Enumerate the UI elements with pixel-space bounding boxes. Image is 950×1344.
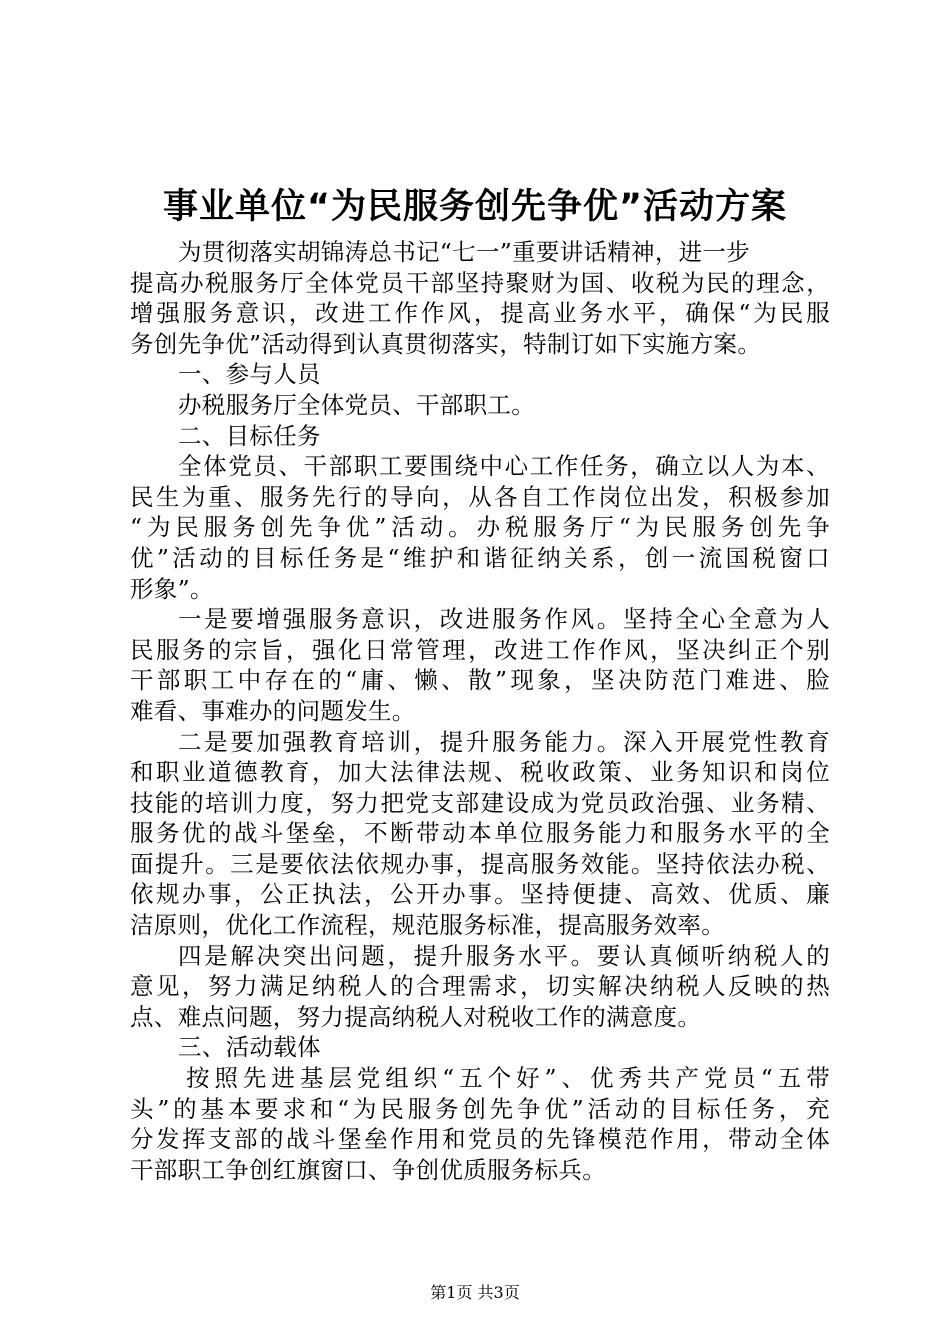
paragraph-line: 全体党员、干部职工要围绕中心工作任务，确立以人为本、 [178, 452, 830, 481]
section-heading: 三、活动载体 [178, 1033, 321, 1062]
paragraph-line: “为民服务创先争优”活动。办税服务厅“为民服务创先争 [130, 513, 830, 542]
paragraph-line: 分发挥支部的战斗堡垒作用和党员的先锋模范作用，带动全体 [130, 1125, 830, 1154]
paragraph-line: 为贯彻落实胡锦涛总书记“七一”重要讲话精神，进一步 [178, 238, 751, 266]
paragraph-line: 服务优的战斗堡垒，不断带动本单位服务能力和服务水平的全 [130, 819, 830, 848]
paragraph-line: 优”活动的目标任务是“维护和谐征纳关系，创一流国税窗口 [130, 543, 830, 572]
paragraph-line: 提高办税服务厅全体党员干部坚持聚财为国、收税为民的理念， [130, 268, 830, 297]
paragraph-line: 干部职工中存在的“庸、懒、散”现象，坚决防范门难进、脸 [130, 666, 830, 695]
paragraph-line: 干部职工争创红旗窗口、争创优质服务标兵。 [130, 1155, 606, 1184]
paragraph-line: 依规办事，公正执法，公开办事。坚持便捷、高效、优质、廉 [130, 880, 830, 909]
paragraph-line: 头”的基本要求和“为民服务创先争优”活动的目标任务，充 [130, 1094, 830, 1123]
paragraph-line: 和职业道德教育，加大法律法规、税收政策、业务知识和岗位 [130, 758, 830, 787]
paragraph-line: 面提升。三是要依法依规办事，提高服务效能。坚持依法办税、 [130, 849, 830, 878]
paragraph-line: 增强服务意识，改进工作作风，提高业务水平，确保“为民服 [130, 299, 830, 328]
paragraph-line: 形象”。 [130, 574, 214, 603]
paragraph-line: 洁原则，优化工作流程，规范服务标准，提高服务效率。 [130, 911, 725, 940]
paragraph-line: 按照先进基层党组织“五个好”、优秀共产党员“五带 [186, 1064, 830, 1093]
paragraph-line: 一是要增强服务意识，改进服务作风。坚持全心全意为人 [178, 605, 830, 634]
paragraph-line: 民生为重、服务先行的导向，从各自工作岗位出发，积极参加 [130, 482, 830, 511]
paragraph-line: 难看、事难办的问题发生。 [130, 696, 416, 725]
document-title: 事业单位“为民服务创先争优”活动方案 [162, 187, 787, 227]
paragraph-line: 四是解决突出问题，提升服务水平。要认真倾听纳税人的 [178, 941, 830, 970]
paragraph-line: 技能的培训力度，努力把党支部建设成为党员政治强、业务精、 [130, 788, 830, 817]
section-heading: 二、目标任务 [178, 421, 321, 450]
paragraph-line: 务创先争优”活动得到认真贯彻落实，特制订如下实施方案。 [130, 329, 762, 358]
paragraph-line: 办税服务厅全体党员、干部职工。 [178, 390, 535, 419]
paragraph-line: 点、难点问题，努力提高纳税人对税收工作的满意度。 [130, 1002, 702, 1031]
section-heading: 一、参与人员 [178, 360, 321, 389]
page-number-footer: 第1页 共3页 [430, 1283, 520, 1302]
document-body [130, 237, 830, 1185]
paragraph-line: 民服务的宗旨，强化日常管理，改进工作作风，坚决纠正个别 [130, 635, 830, 664]
paragraph-line: 意见，努力满足纳税人的合理需求，切实解决纳税人反映的热 [130, 972, 830, 1001]
paragraph-line: 二是要加强教育培训，提升服务能力。深入开展党性教育 [178, 727, 830, 756]
